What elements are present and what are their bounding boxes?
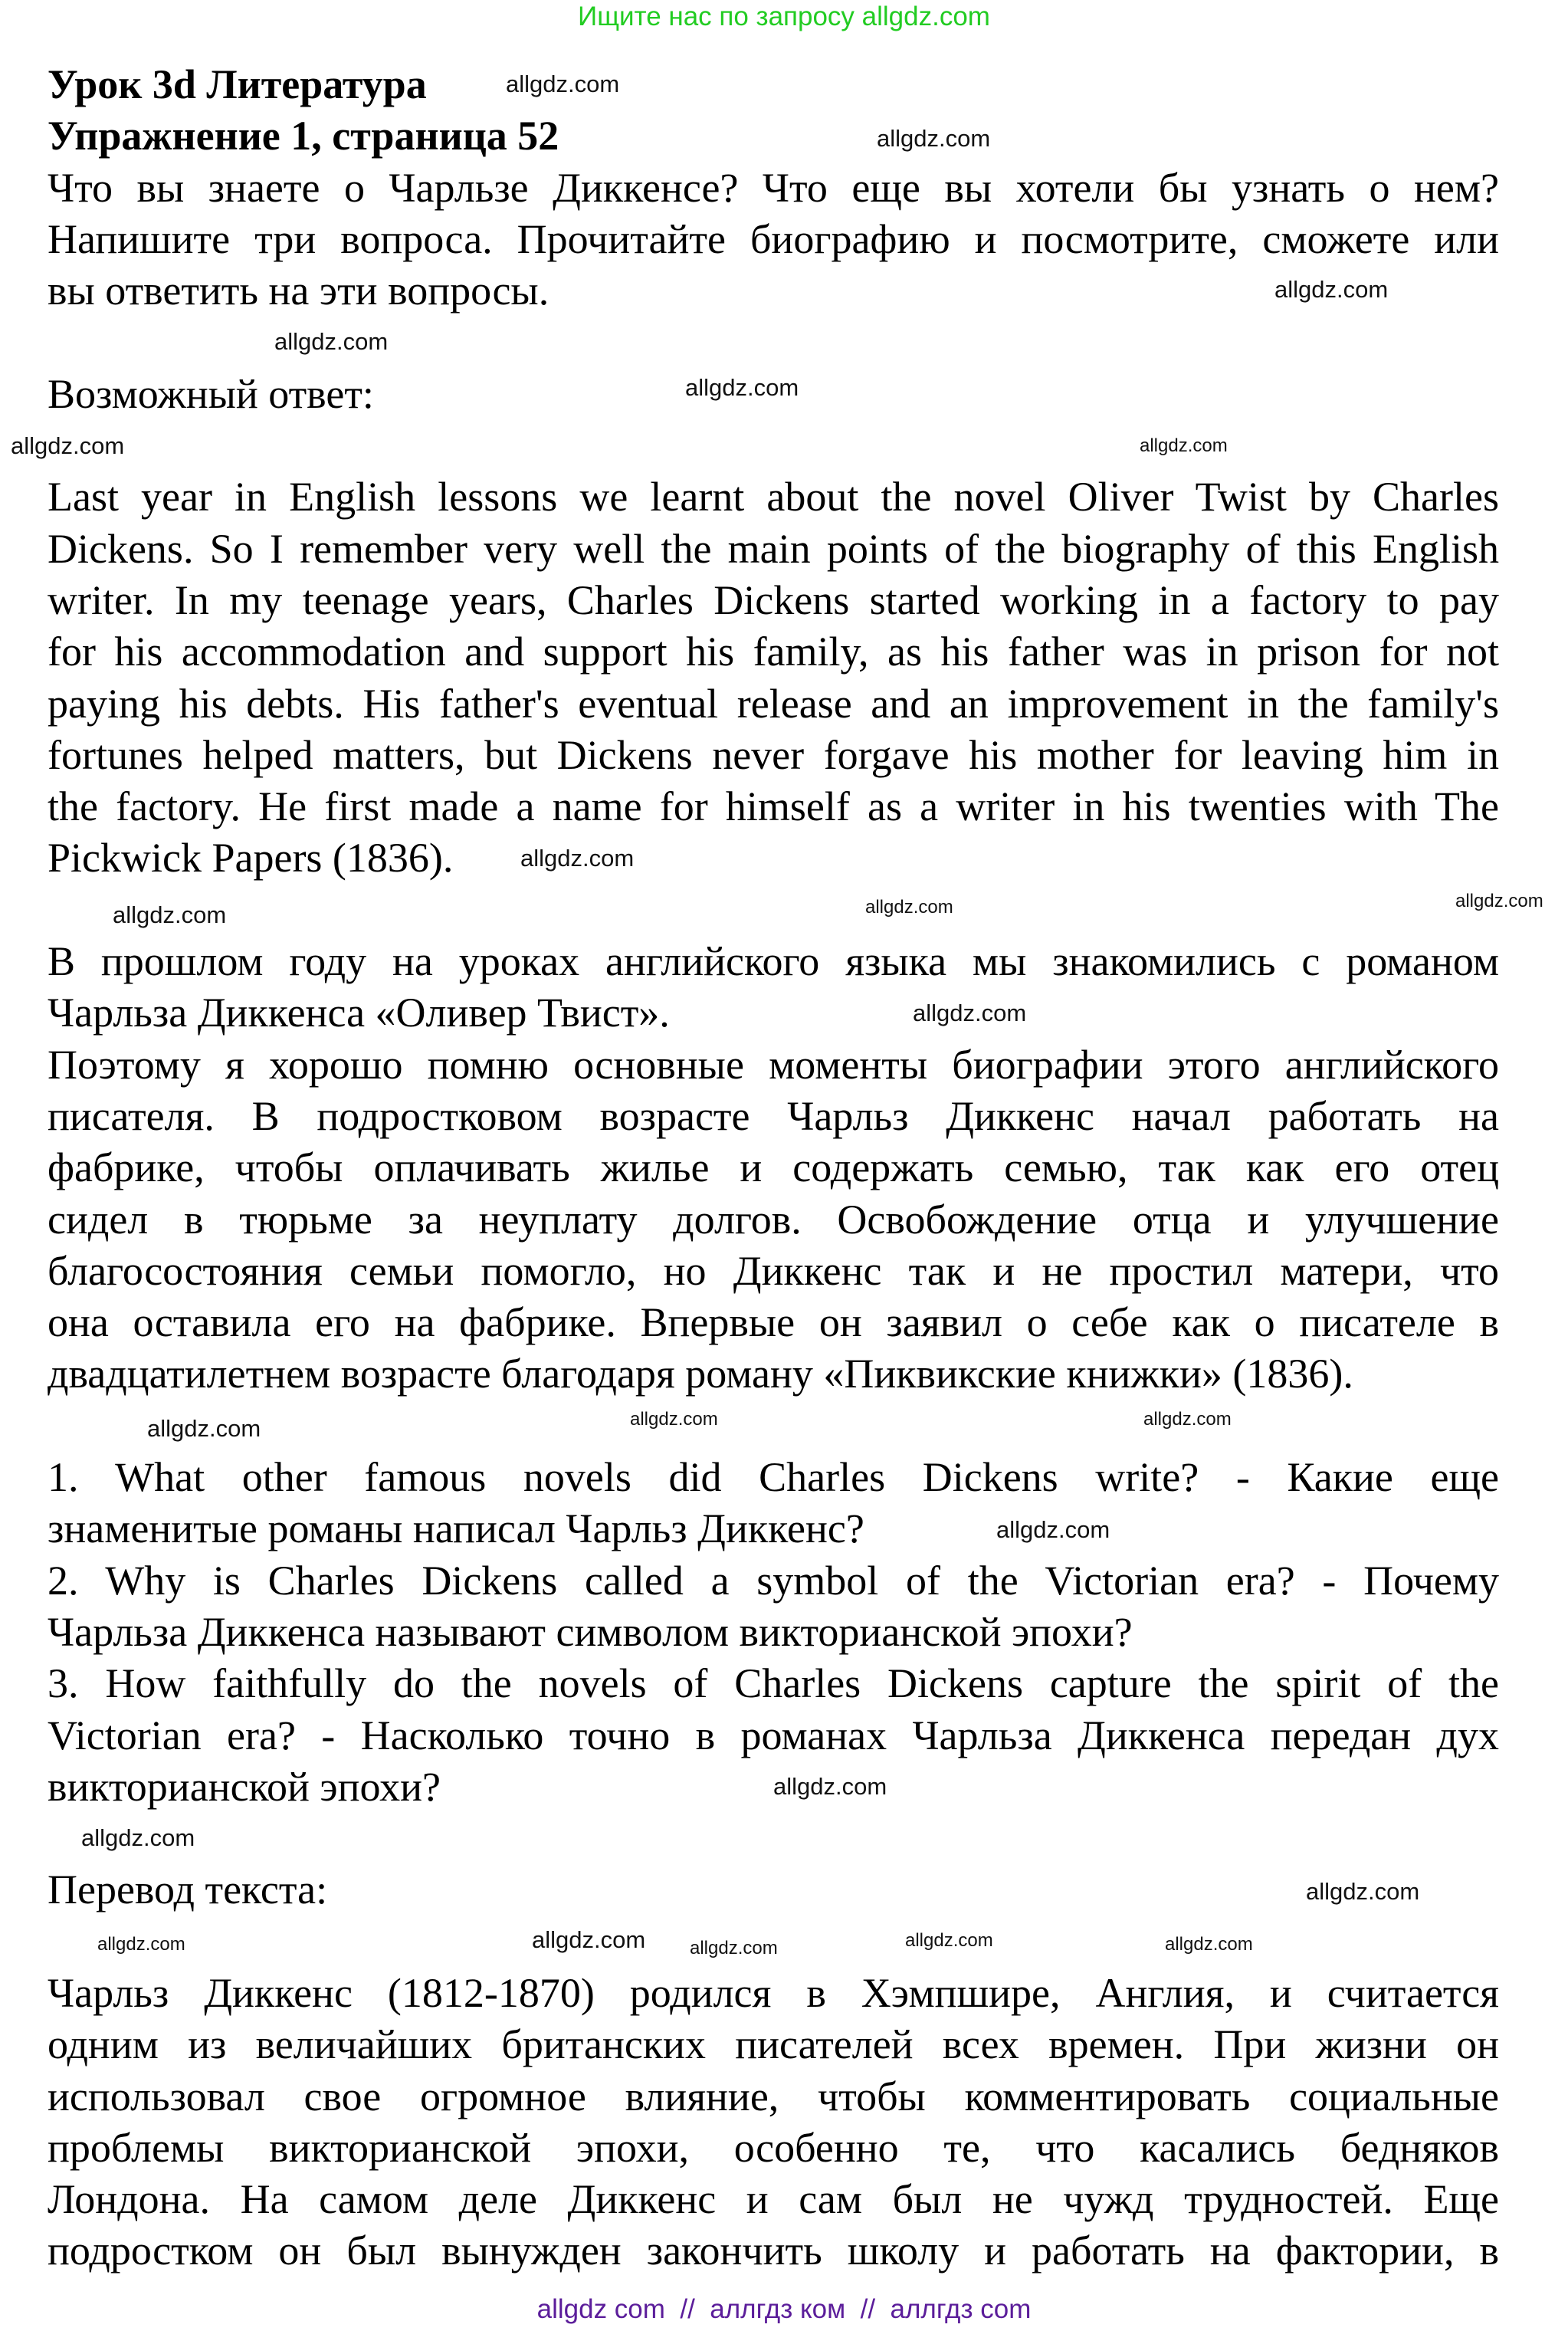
question-3: 3. How faithfully do the novels of Charles Dickens capture the spirit of the	[48, 1660, 1499, 1707]
english-line: Dickens. So I remember very well the main points of the biography of this English	[48, 525, 1499, 572]
translation-line: проблемы викторианской эпохи, особенно те, что касались бедняков	[48, 2124, 1499, 2171]
watermark: allgdz.com	[630, 1409, 718, 1430]
watermark: allgdz.com	[1455, 891, 1543, 911]
russian-line: она оставила его на фабрике. Впервые он заявил о себе как о писателе в	[48, 1299, 1499, 1346]
watermark: allgdz.com	[685, 374, 799, 401]
watermark: allgdz.com	[97, 1934, 185, 1955]
question-2: 2. Why is Charles Dickens called a symbol of the Victorian era? - Почему	[48, 1557, 1499, 1604]
russian-line: писателя. В подростковом возрасте Чарльз Диккенс начал работать на	[48, 1092, 1499, 1139]
watermark: allgdz.com	[905, 1930, 993, 1951]
translation-heading: Перевод текста:	[48, 1866, 328, 1913]
question-3: Victorian era? - Насколько точно в романах Чарльза Диккенса передан дух	[48, 1712, 1499, 1758]
english-line: fortunes helped matters, but Dickens never forgave his mother for leaving him in	[48, 731, 1499, 778]
watermark: allgdz.com	[274, 328, 389, 355]
top-banner: Ищите нас по запросу allgdz.com	[578, 2, 990, 31]
translation-line: Лондона. На самом деле Диккенс и сам был не чужд трудностей. Еще	[48, 2176, 1499, 2223]
watermark: allgdz.com	[1140, 435, 1228, 456]
question-1: 1. What other famous novels did Charles Dickens write? - Какие еще	[48, 1454, 1499, 1501]
translation-line: Чарльз Диккенс (1812-1870) родился в Хэмпшире, Англия, и считается	[48, 1969, 1499, 2016]
russian-line: Поэтому я хорошо помню основные моменты биографии этого английского	[48, 1041, 1499, 1088]
english-line: for his accommodation and support his family, as his father was in prison for not	[48, 629, 1499, 675]
english-line: writer. In my teenage years, Charles Dickens started working in a factory to pay	[48, 576, 1499, 623]
answer-heading: Возможный ответ:	[48, 370, 374, 417]
english-line: paying his debts. His father's eventual release and an improvement in the family's	[48, 680, 1499, 727]
russian-line: фабрике, чтобы оплачивать жилье и содержать семью, так как его отец	[48, 1144, 1499, 1191]
watermark: allgdz.com	[11, 432, 125, 459]
watermark: allgdz.com	[1306, 1878, 1420, 1905]
translation-line: одним из величайших британских писателей всех времен. При жизни он	[48, 2021, 1499, 2068]
translation-line: подростком он был вынужден закончить школу и работать на фактории, в	[48, 2228, 1499, 2274]
russian-line: двадцатилетнем возрасте благодаря роману «Пиквикские книжки» (1836).	[48, 1351, 1353, 1397]
watermark: allgdz.com	[506, 71, 620, 97]
task-line: Что вы знаете о Чарльзе Диккенсе? Что еще вы хотели бы узнать о нем?	[48, 164, 1499, 211]
watermark: allgdz.com	[877, 125, 991, 152]
watermark: allgdz.com	[865, 897, 953, 918]
russian-line: Чарльза Диккенса «Оливер Твист».	[48, 990, 670, 1036]
watermark: allgdz.com	[81, 1824, 195, 1851]
watermark: allgdz.com	[773, 1773, 887, 1800]
question-3: викторианской эпохи?	[48, 1763, 441, 1810]
watermark: allgdz.com	[147, 1415, 261, 1442]
watermark: allgdz.com	[1165, 1934, 1253, 1955]
page-title: Урок 3d Литература	[48, 61, 427, 107]
question-2: Чарльза Диккенса называют символом викторианской эпохи?	[48, 1608, 1133, 1655]
english-line: Last year in English lessons we learnt about the novel Oliver Twist by Charles	[48, 474, 1499, 520]
watermark: allgdz.com	[913, 1000, 1027, 1026]
russian-line: В прошлом году на уроках английского языка мы знакомились с романом	[48, 938, 1499, 985]
task-line: вы ответить на эти вопросы.	[48, 268, 549, 314]
watermark: allgdz.com	[532, 1926, 646, 1953]
watermark: allgdz.com	[996, 1516, 1110, 1543]
watermark: allgdz.com	[1143, 1409, 1232, 1430]
exercise-title: Упражнение 1, страница 52	[48, 113, 559, 159]
watermark: allgdz.com	[520, 845, 635, 872]
task-line: Напишите три вопроса. Прочитайте биографию и посмотрите, сможете или	[48, 215, 1499, 262]
english-line: the factory. He first made a name for himself as a writer in his twenties with The	[48, 783, 1499, 830]
english-line: Pickwick Papers (1836).	[48, 835, 454, 882]
watermark: allgdz.com	[1274, 276, 1389, 303]
question-1: знаменитые романы написал Чарльз Диккенс?	[48, 1505, 864, 1552]
watermark: allgdz.com	[690, 1938, 778, 1958]
bottom-banner: allgdz com // аллгдз ком // аллгдз com	[536, 2294, 1032, 2324]
russian-line: благосостояния семьи помогло, но Диккенс так и не простил матери, что	[48, 1247, 1499, 1294]
watermark: allgdz.com	[113, 901, 227, 928]
russian-line: сидел в тюрьме за неуплату долгов. Освобождение отца и улучшение	[48, 1196, 1499, 1243]
translation-line: использовал свое огромное влияние, чтобы комментировать социальные	[48, 2073, 1499, 2119]
